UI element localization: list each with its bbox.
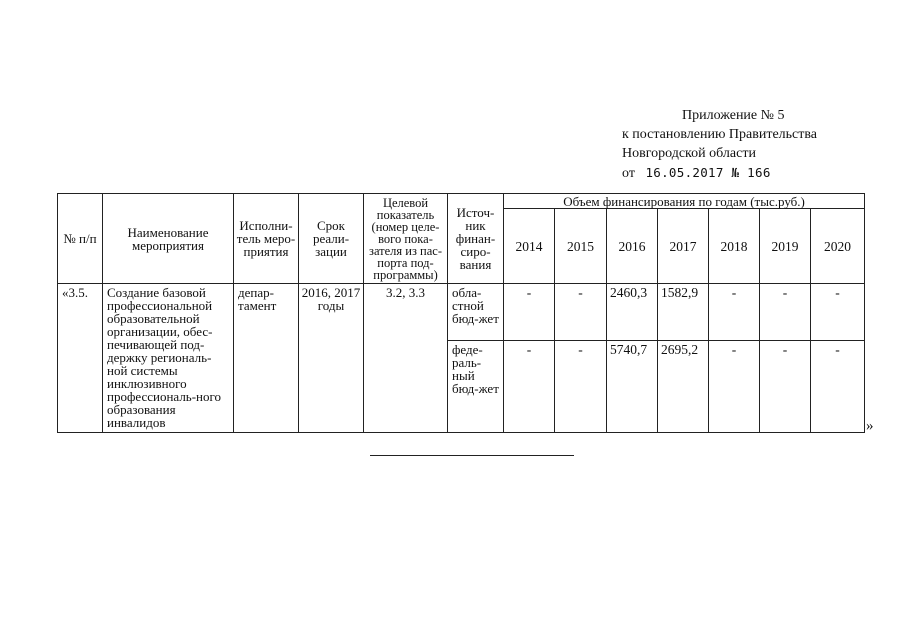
- appendix-title: Приложение № 5: [682, 108, 785, 123]
- year-header: 2014: [504, 209, 555, 284]
- value-cell: -: [811, 341, 865, 433]
- bottom-rule: [370, 455, 574, 456]
- source-federal-budget: феде-раль-ный бюд-жет: [448, 341, 504, 433]
- date-prefix: от: [622, 166, 635, 181]
- value-cell: -: [760, 284, 811, 341]
- year-header: 2018: [709, 209, 760, 284]
- header-target: Целевой показатель (номер целе-вого пока-зателя из пас-порта под-программы): [364, 194, 448, 284]
- row-name: Создание базовой профессиональной образовательной организации, обес-печивающей под-держку региональ-ной системы инклюзивного профессиональ-ного образования инвалидов: [103, 284, 234, 433]
- row-num: «3.5.: [58, 284, 103, 433]
- header-financing: Объем финансирования по годам (тыс.руб.): [504, 194, 865, 209]
- value-cell: -: [760, 341, 811, 433]
- value-cell: -: [504, 341, 555, 433]
- appendix-region-line: Новгородской области: [622, 146, 756, 161]
- value-cell: -: [811, 284, 865, 341]
- value-cell: 2460,3: [607, 284, 658, 341]
- value-cell: 5740,7: [607, 341, 658, 433]
- year-header: 2015: [555, 209, 607, 284]
- value-cell: -: [709, 341, 760, 433]
- header-name: Наименование мероприятия: [103, 194, 234, 284]
- row-term: 2016, 2017 годы: [299, 284, 364, 433]
- value-cell: -: [555, 341, 607, 433]
- value-cell: 1582,9: [658, 284, 709, 341]
- value-cell: -: [555, 284, 607, 341]
- year-header: 2020: [811, 209, 865, 284]
- header-num: № п/п: [58, 194, 103, 284]
- appendix-header: [622, 106, 882, 183]
- row-executor: депар-тамент: [234, 284, 299, 433]
- header-executor: Исполни-тель меро-приятия: [234, 194, 299, 284]
- header-source: Источ-ник финан-сиро-вания: [448, 194, 504, 284]
- appendix-date-line: [622, 163, 882, 183]
- value-cell: 2695,2: [658, 341, 709, 433]
- year-header: 2019: [760, 209, 811, 284]
- year-header: 2016: [607, 209, 658, 284]
- row-target: 3.2, 3.3: [364, 284, 448, 433]
- appendix-ref-line: к постановлению Правительства: [622, 127, 818, 142]
- closing-quote: »: [866, 418, 874, 434]
- date-value: 16.05.2017 № 166: [645, 165, 771, 180]
- value-cell: -: [709, 284, 760, 341]
- value-cell: -: [504, 284, 555, 341]
- year-header: 2017: [658, 209, 709, 284]
- header-term: Срок реали-зации: [299, 194, 364, 284]
- source-regional-budget: обла-стной бюд-жет: [448, 284, 504, 341]
- financing-table: [57, 193, 865, 433]
